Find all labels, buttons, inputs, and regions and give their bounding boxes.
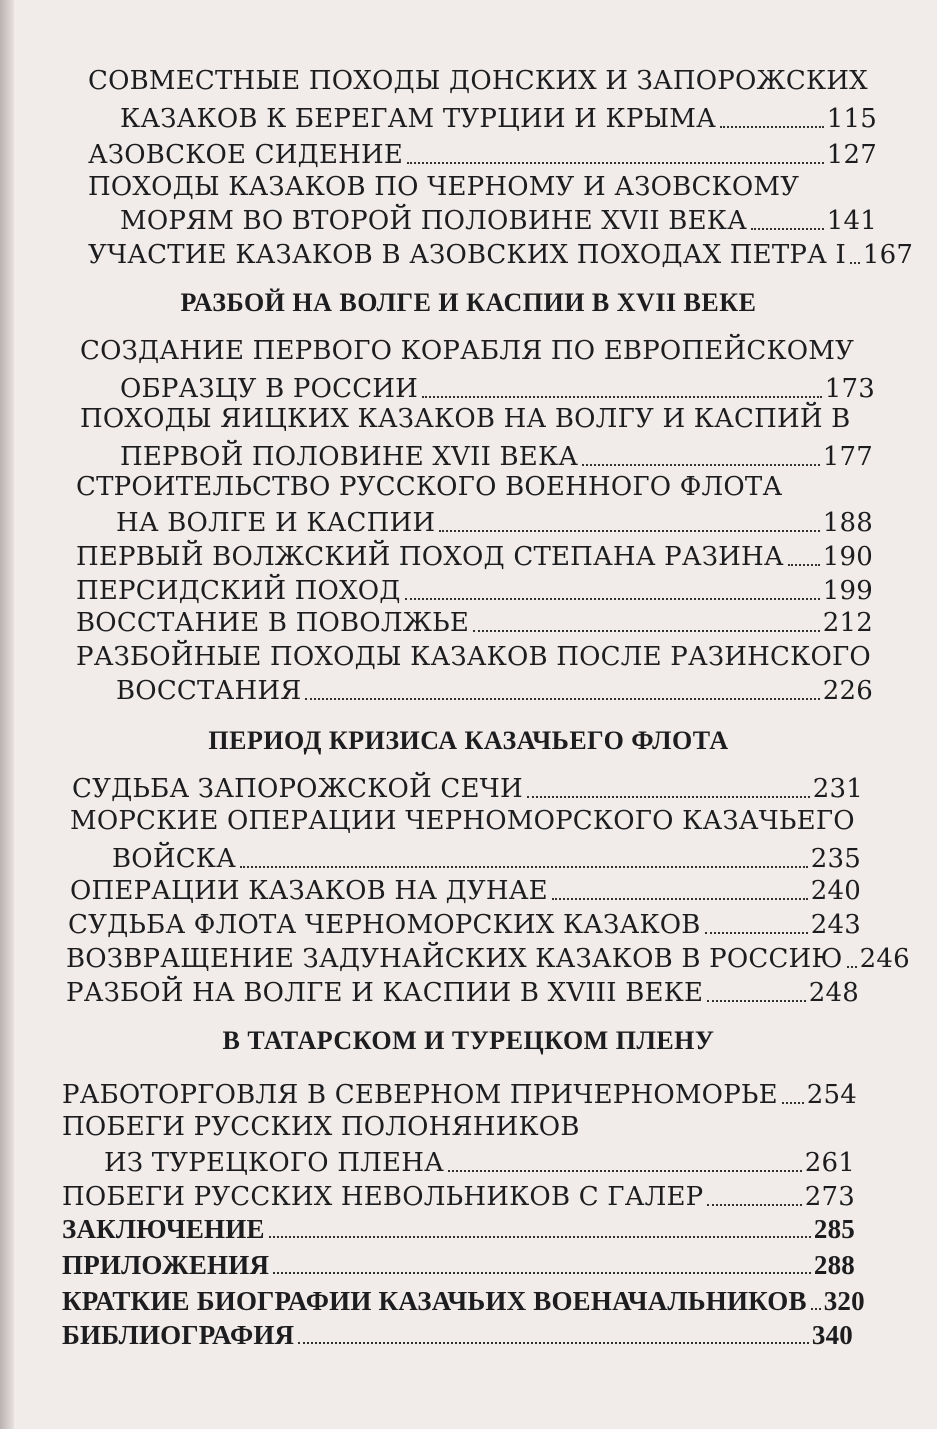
- toc-entry[interactable]: [66, 944, 910, 974]
- toc-entry[interactable]: [104, 1148, 855, 1178]
- leader-dots: [707, 1000, 806, 1002]
- toc-page-number: 320: [823, 1286, 865, 1316]
- toc-entry-title: ВОССТАНИЯ: [116, 676, 302, 706]
- leader-dots: [850, 262, 860, 264]
- toc-entry[interactable]: [120, 206, 877, 236]
- toc-page-number: 199: [822, 576, 873, 606]
- toc-entry-line1: СОЗДАНИЕ ПЕРВОГО КОРАБЛЯ ПО ЕВРОПЕЙСКОМУ: [80, 336, 855, 366]
- section-heading: РАЗБОЙ НА ВОЛГЕ И КАСПИИ В XVII ВЕКЕ: [180, 288, 757, 317]
- toc-entry-title: ПЕРСИДСКИЙ ПОХОД: [76, 576, 401, 606]
- toc-entry-title: РАБОТОРГОВЛЯ В СЕВЕРНОМ ПРИЧЕРНОМОРЬЕ: [62, 1080, 778, 1110]
- leader-dots: [240, 866, 808, 868]
- toc-entry-title: АЗОВСКОЕ СИДЕНИЕ: [88, 140, 404, 170]
- toc-page-number: 115: [826, 104, 877, 134]
- toc-entry[interactable]: [68, 910, 861, 940]
- leader-dots: [705, 932, 808, 934]
- toc-entry[interactable]: [120, 374, 875, 404]
- toc-entry[interactable]: [70, 876, 861, 906]
- leader-dots: [269, 1236, 811, 1238]
- toc-entry[interactable]: [62, 1182, 855, 1212]
- toc-page-number: 248: [808, 978, 859, 1008]
- toc-entry[interactable]: [72, 774, 863, 804]
- toc-entry-line1: СОВМЕСТНЫЕ ПОХОДЫ ДОНСКИХ И ЗАПОРОЖСКИХ: [88, 66, 868, 96]
- toc-entry-title: ОПЕРАЦИИ КАЗАКОВ НА ДУНАЕ: [70, 876, 548, 906]
- leader-dots: [527, 796, 810, 798]
- section-heading: В ТАТАРСКОМ И ТУРЕЦКОМ ПЛЕНУ: [222, 1026, 715, 1055]
- leader-dots: [751, 228, 824, 230]
- toc-entry[interactable]: [120, 442, 873, 472]
- toc-page-number: 177: [822, 442, 873, 472]
- toc-entry[interactable]: [76, 542, 873, 572]
- leader-dots: [847, 966, 857, 968]
- leader-dots: [407, 162, 824, 164]
- toc-page-number: 226: [822, 676, 873, 706]
- toc-page-number: 273: [804, 1182, 855, 1212]
- toc-entry-line1: СТРОИТЕЛЬСТВО РУССКОГО ВОЕННОГО ФЛОТА: [76, 472, 783, 502]
- toc-page-number: 246: [859, 944, 910, 974]
- toc-entry-conclusion[interactable]: [62, 1214, 855, 1244]
- toc-page-number: 212: [822, 608, 873, 638]
- leader-dots: [448, 1170, 802, 1172]
- toc-entry-line1: ПОБЕГИ РУССКИХ ПОЛОНЯНИКОВ: [62, 1112, 580, 1142]
- toc-page-number: 167: [862, 240, 914, 270]
- toc-page-number: 190: [822, 542, 873, 572]
- toc-page-number: 285: [813, 1214, 855, 1244]
- toc-page-number: 141: [826, 206, 877, 236]
- leader-dots: [782, 1102, 804, 1104]
- toc-page-number: 288: [813, 1250, 855, 1280]
- toc-page-number: 261: [804, 1148, 855, 1178]
- toc-entry-title: СУДЬБА ЗАПОРОЖСКОЙ СЕЧИ: [72, 774, 523, 804]
- toc-entry-title: ВОЗВРАЩЕНИЕ ЗАДУНАЙСКИХ КАЗАКОВ В РОССИЮ: [66, 944, 843, 974]
- leader-dots: [552, 898, 808, 900]
- toc-entry-title: ПЕРВОЙ ПОЛОВИНЕ XVII ВЕКА: [120, 442, 579, 472]
- toc-entry-title: ОБРАЗЦУ В РОССИИ: [120, 374, 419, 404]
- leader-dots: [405, 598, 820, 600]
- toc-entry-line1: МОРСКИЕ ОПЕРАЦИИ ЧЕРНОМОРСКОГО КАЗАЧЬЕГО: [70, 806, 855, 836]
- toc-entry[interactable]: [88, 240, 914, 270]
- toc-entry[interactable]: [76, 576, 873, 606]
- leader-dots: [422, 396, 822, 398]
- leader-dots: [298, 1342, 809, 1344]
- toc-entry-title: НА ВОЛГЕ И КАСПИИ: [116, 508, 436, 538]
- toc-entry-title: МОРЯМ ВО ВТОРОЙ ПОЛОВИНЕ XVII ВЕКА: [120, 206, 748, 236]
- toc-entry-title: СУДЬБА ФЛОТА ЧЕРНОМОРСКИХ КАЗАКОВ: [68, 910, 701, 940]
- toc-entry-title: БИБЛИОГРАФИЯ: [62, 1320, 295, 1350]
- toc-entry-title: КАЗАКОВ К БЕРЕГАМ ТУРЦИИ И КРЫМА: [120, 104, 717, 134]
- toc-page-number: 173: [824, 374, 875, 404]
- leader-dots: [439, 530, 819, 532]
- toc-entry-line1: РАЗБОЙНЫЕ ПОХОДЫ КАЗАКОВ ПОСЛЕ РАЗИНСКОГО: [76, 642, 871, 672]
- toc-page-number: 235: [810, 844, 861, 874]
- toc-entry[interactable]: [116, 508, 873, 538]
- leader-dots: [720, 126, 824, 128]
- toc-entry-title: УЧАСТИЕ КАЗАКОВ В АЗОВСКИХ ПОХОДАХ ПЕТРА I: [88, 240, 846, 270]
- toc-page-number: 231: [812, 774, 863, 804]
- toc-entry-line1: ПОХОДЫ КАЗАКОВ ПО ЧЕРНОМУ И АЗОВСКОМУ: [88, 172, 800, 202]
- leader-dots: [473, 630, 820, 632]
- toc-entry-title: ПРИЛОЖЕНИЯ: [62, 1250, 270, 1280]
- toc-entry-title: КРАТКИЕ БИОГРАФИИ КАЗАЧЬИХ ВОЕНАЧАЛЬНИКОВ: [62, 1286, 807, 1316]
- toc-entry-line1: ПОХОДЫ ЯИЦКИХ КАЗАКОВ НА ВОЛГУ И КАСПИЙ В: [80, 404, 851, 434]
- toc-entry[interactable]: [120, 104, 877, 134]
- toc-entry[interactable]: [66, 978, 859, 1008]
- toc-entry-title: ИЗ ТУРЕЦКОГО ПЛЕНА: [104, 1148, 444, 1178]
- toc-entry-title: РАЗБОЙ НА ВОЛГЕ И КАСПИИ В XVIII ВЕКЕ: [66, 978, 704, 1008]
- toc-page-number: 127: [826, 140, 877, 170]
- toc-entry[interactable]: [116, 676, 873, 706]
- toc-page-number: 243: [810, 910, 861, 940]
- toc-entry-bibliography[interactable]: [62, 1320, 853, 1350]
- leader-dots: [582, 464, 820, 466]
- toc-entry-title: ПЕРВЫЙ ВОЛЖСКИЙ ПОХОД СТЕПАНА РАЗИНА: [76, 542, 784, 572]
- toc-entry[interactable]: [76, 608, 873, 638]
- toc-entry-title: ВОЙСКА: [112, 844, 237, 874]
- toc-page-number: 254: [806, 1080, 857, 1110]
- toc-page-number: 188: [822, 508, 873, 538]
- toc-entry-title: ЗАКЛЮЧЕНИЕ: [62, 1214, 265, 1244]
- toc-entry[interactable]: [112, 844, 861, 874]
- toc-entry[interactable]: [62, 1080, 857, 1110]
- leader-dots: [788, 564, 820, 566]
- leader-dots: [305, 698, 819, 700]
- toc-entry[interactable]: [88, 140, 877, 170]
- toc-entry-appendices[interactable]: [62, 1250, 855, 1280]
- leader-dots: [707, 1204, 801, 1206]
- toc-page-number: 340: [811, 1320, 853, 1350]
- toc-entry-biographies[interactable]: [62, 1286, 865, 1316]
- toc-entry-title: ВОССТАНИЕ В ПОВОЛЖЬЕ: [76, 608, 470, 638]
- leader-dots: [811, 1308, 821, 1310]
- toc-entry-title: ПОБЕГИ РУССКИХ НЕВОЛЬНИКОВ С ГАЛЕР: [62, 1182, 704, 1212]
- section-heading: ПЕРИОД КРИЗИСА КАЗАЧЬЕГО ФЛОТА: [208, 726, 729, 755]
- toc-page-number: 240: [810, 876, 861, 906]
- leader-dots: [273, 1272, 811, 1274]
